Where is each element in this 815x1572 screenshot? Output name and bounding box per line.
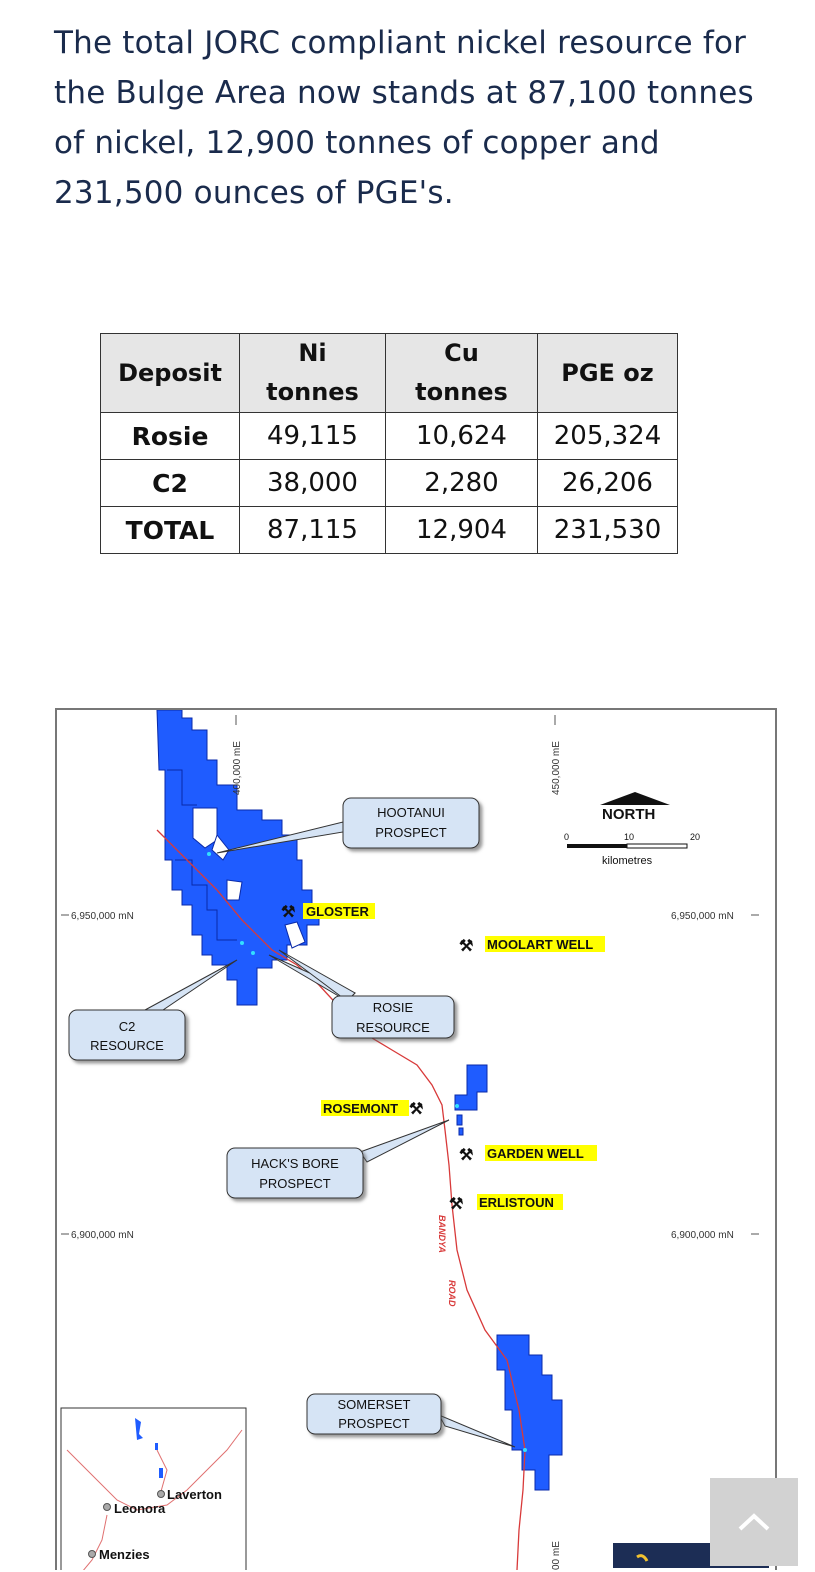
north-arrow-icon [564,792,700,867]
grid-label-6900-left: 6,900,000 mN [71,1230,134,1241]
road-label-1: BANDYA [437,1215,447,1253]
callout-hootanui-l2: PROSPECT [375,825,447,840]
cell-deposit: TOTAL [101,507,240,554]
cell-cu: 12,904 [386,507,538,554]
road-label-2: ROAD [447,1280,457,1307]
cell-pge: 231,530 [538,507,678,554]
pickaxe-icon: ⚒ [459,1147,474,1164]
callout-c2-l2: RESOURCE [90,1038,164,1053]
callout-c2-l1: C2 [118,1019,136,1034]
resource-table [100,333,678,554]
table-row [101,413,678,460]
pickaxe-icon: ⚒ [281,904,296,921]
scroll-to-top-button[interactable] [710,1478,798,1566]
mine-moolart: MOOLART WELL [487,937,594,952]
header-pge [538,334,678,413]
header-pge-label: PGE oz [561,358,654,387]
mine-rosemont: ROSEMONT [323,1101,399,1116]
cell-pge: 26,206 [538,460,678,507]
tenement-somerset [497,1335,562,1490]
header-ni [240,334,386,413]
grid-label-6950-left: 6,950,000 mN [71,911,134,922]
north-label: NORTH [602,806,656,823]
scale-20: 20 [690,832,701,842]
cell-cu: 2,280 [386,460,538,507]
callout-rosie-l1: ROSIE [372,1000,414,1015]
cell-ni: 49,115 [240,413,386,460]
grid-label-6950-right: 6,950,000 mN [671,911,734,922]
cell-ni: 87,115 [240,507,386,554]
header-cu-unit: tonnes [415,378,508,406]
tenement-map [55,708,777,1570]
grid-label-cut: 00 mE [551,1541,562,1570]
callout-hacks-l2: PROSPECT [259,1176,331,1191]
cell-deposit: Rosie [101,413,240,460]
cell-cu: 10,624 [386,413,538,460]
header-deposit [101,334,240,413]
grid-label-400e: 400,000 mE [232,741,243,795]
intro-paragraph: The total JORC compliant nickel resource for the Bulge Area now stands at 87,100 tonnes of nickel, 12,900 tonnes of copper and 231,500 ounces of PGE's. [54,25,754,211]
inset-map [61,1408,246,1570]
header-cu-label: Cu [444,339,479,367]
grid-label-450e: 450,000 mE [551,741,562,795]
cell-deposit: C2 [101,460,240,507]
tenement-rosemont [455,1065,487,1135]
chevron-up-icon [737,1512,771,1532]
grid-label-6900-right: 6,900,000 mN [671,1230,734,1241]
header-cu [386,334,538,413]
header-ni-label: Ni [298,339,327,367]
callout-hootanui-l1: HOOTANUI [377,805,445,820]
table-row [101,507,678,554]
cell-pge: 205,324 [538,413,678,460]
table-header-row [101,334,678,413]
mine-gloster: GLOSTER [306,904,369,919]
pickaxe-icon: ⚒ [409,1101,424,1118]
callout-rosie-l2: RESOURCE [356,1020,430,1035]
inset-menzies: Menzies [99,1547,150,1562]
scale-10: 10 [624,832,635,842]
mine-erlistoun: ERLISTOUN [479,1195,554,1210]
inset-leonora: Leonora [114,1501,166,1516]
scale-0: 0 [564,832,570,842]
callout-hacks-l1: HACK'S BORE [251,1156,339,1171]
header-ni-unit: tonnes [266,378,359,406]
header-deposit-label: Deposit [118,358,222,387]
mine-garden: GARDEN WELL [487,1146,584,1161]
callout-somerset-l2: PROSPECT [338,1416,410,1431]
callout-somerset-l1: SOMERSET [337,1397,411,1412]
table-row [101,460,678,507]
scale-unit: kilometres [602,855,653,867]
cell-ni: 38,000 [240,460,386,507]
pickaxe-icon: ⚒ [459,938,474,955]
pickaxe-icon: ⚒ [449,1196,464,1213]
inset-laverton: Laverton [167,1487,222,1502]
